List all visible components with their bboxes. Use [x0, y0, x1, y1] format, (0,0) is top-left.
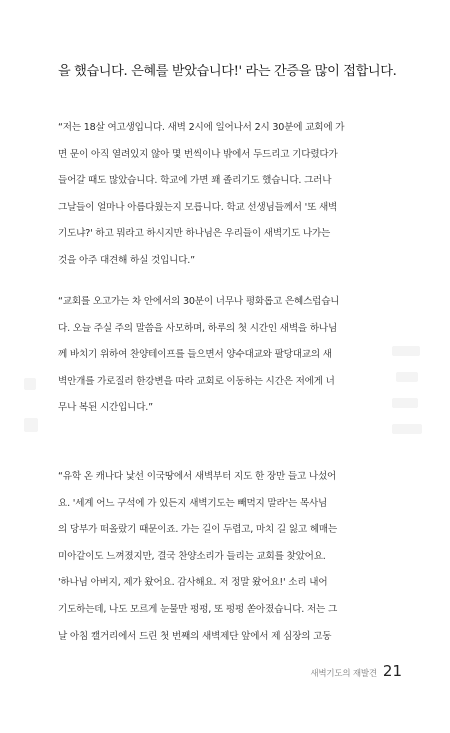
quote-line: 께 바치기 위하여 찬양테이프를 들으면서 양수대교와 팔당대교의 새 [58, 349, 332, 361]
show-through-mark [392, 346, 420, 356]
lead-paragraph: 을 했습니다. 은혜를 받았습니다!' 라는 간증을 많이 접합니다. [58, 64, 397, 79]
quote-line: '하나님 아버지, 제가 왔어요. 감사해요. 저 정말 왔어요!' 소리 내어 [58, 577, 328, 589]
quote-line: 기도냐?' 하고 뭐라고 하시지만 하나님은 우리들이 새벽기도 나가는 [58, 228, 331, 240]
quote-line: 기도하는데, 나도 모르게 눈물만 펑펑, 또 펑펑 쏟아졌습니다. 저는 그 [58, 603, 338, 615]
quote-line: 면 문이 아직 열려있지 않아 몇 번씩이나 밖에서 두드리고 기다렸다가 [58, 148, 338, 160]
quote-line: “저는 18살 여고생입니다. 새벽 2시에 일어나서 2시 30분에 교회에 가 [58, 122, 345, 133]
testimony-quote [58, 289, 382, 422]
quote-line: 벽안개를 가로질러 한강변을 따라 교회로 이동하는 시간은 저에게 너 [58, 375, 335, 387]
quote-line: 들어갈 때도 많았습니다. 학교에 가면 꽤 졸리기도 했습니다. 그러나 [58, 175, 332, 187]
quote-line: 무나 복된 시간입니다.” [58, 402, 153, 414]
quote-line: 그날들이 얼마나 아름다웠는지 모릅니다. 학교 선생님들께서 '또 새벽 [58, 201, 338, 213]
page-footer [310, 662, 402, 680]
show-through-mark [392, 398, 418, 408]
quote-line: 요. '세계 어느 구석에 가 있든지 새벽기도는 빼먹지 말라'는 목사님 [58, 497, 328, 509]
show-through-mark [396, 372, 418, 382]
quote-line: “교회를 오고가는 차 안에서의 30분이 너무나 평화롭고 은혜스럽습니 [58, 296, 340, 307]
show-through-mark [24, 378, 36, 390]
show-through-mark [24, 418, 38, 432]
quote-line: 다. 오늘 주실 주의 말씀을 사모하며, 하루의 첫 시간인 새벽을 하나님 [58, 322, 338, 334]
quote-line: 의 당부가 떠올랐기 때문이죠. 가는 길이 두렵고, 마치 길 잃고 헤매는 [58, 524, 338, 536]
page-number: 21 [382, 662, 402, 680]
quote-line: 미아같이도 느껴졌지만, 결국 찬양소리가 들리는 교회를 찾았어요. [58, 550, 326, 562]
testimony-quote [58, 115, 382, 275]
show-through-mark [392, 424, 422, 434]
quote-line: 날 아침 캘거리에서 드린 첫 번째의 새벽제단 앞에서 제 심장의 고동 [58, 630, 332, 642]
running-title: 새벽기도의 재발견 [310, 669, 377, 679]
quote-line: 것을 아주 대견해 하실 것입니다.” [58, 254, 195, 266]
quote-line: “유학 온 캐나다 낯선 이국땅에서 새벽부터 지도 한 장만 들고 나섰어 [58, 471, 337, 482]
testimony-quote [58, 464, 382, 650]
